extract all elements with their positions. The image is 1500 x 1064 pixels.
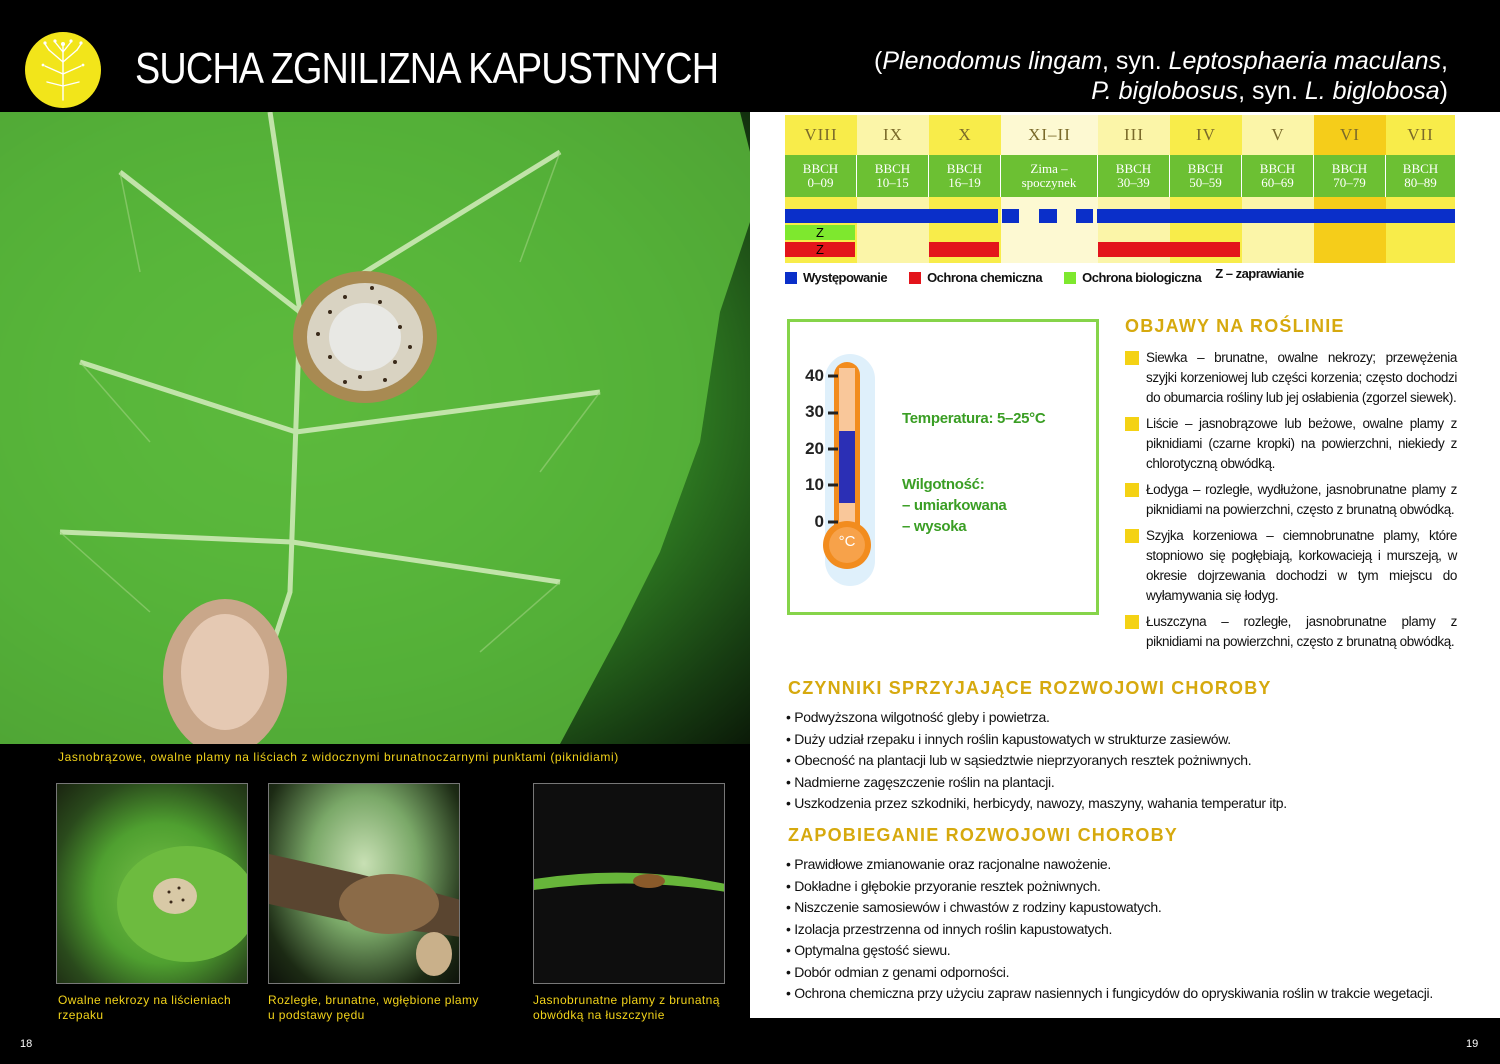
yellow-square-icon	[1125, 529, 1139, 543]
chemical-protection-bar	[929, 242, 999, 257]
main-photo-caption: Jasnobrązowe, owalne plamy na liściach z widocznymi brunatnoczarnymi punktami (piknidiami)	[58, 750, 619, 764]
chemical-seed-treatment-bar: Z	[785, 242, 855, 257]
celsius-label: °C	[838, 533, 856, 550]
yellow-square-icon	[1125, 417, 1139, 431]
bbch-cell: BBCH 50–59	[1170, 155, 1242, 197]
right-page	[750, 112, 1500, 1018]
factors-list	[786, 707, 1486, 815]
yellow-square-icon	[1125, 483, 1139, 497]
rapeseed-plant-icon	[25, 32, 101, 108]
bbch-cell: Zima – spoczynek	[1001, 155, 1098, 197]
humidity-label: Wilgotność: – umiarkowana – wysoka	[902, 476, 1007, 535]
bbch-cell: BBCH 70–79	[1314, 155, 1386, 197]
month-cell: VIII	[785, 115, 857, 155]
leaf-illustration	[0, 112, 750, 744]
list-item: • Nadmierne zagęszczenie roślin na plantacji.	[786, 773, 1055, 790]
bbch-cell: BBCH 0–09	[785, 155, 857, 197]
thumb-caption-silique: Jasnobrunatne plamy z brunatną obwódką na łuszczynie	[533, 993, 720, 1022]
bbch-cell: BBCH 60–69	[1242, 155, 1314, 197]
bbch-cell: BBCH 10–15	[857, 155, 929, 197]
occurrence-bar	[785, 209, 998, 223]
month-cell: VI	[1314, 115, 1386, 155]
list-item: • Duży udział rzepaku i innych roślin kapustowatych w strukturze zasiewów.	[786, 730, 1231, 747]
month-cell: XI–II	[1001, 115, 1098, 155]
legend-swatch	[909, 272, 921, 284]
bbch-cell: BBCH 16–19	[929, 155, 1001, 197]
thumb-cotyledon-photo	[56, 783, 248, 984]
list-item: • Prawidłowe zmianowanie oraz racjonalne nawożenie.	[786, 856, 1112, 872]
symptoms-heading: OBJAWY NA ROŚLINIE	[1125, 316, 1345, 336]
symptom-item: Łuszczyna – rozległe, jasnobrunatne plamy z piknidiami na powierzchni, często z brunatną obwódką.	[1125, 612, 1457, 652]
climate-conditions-box	[787, 319, 1099, 615]
symptom-item: Siewka – brunatne, owalne nekrozy; przewężenia szyjki korzeniowej lub części korzenia; często dochodzi do obumarcia rośliny lub jej osłabienia (zgorzel siewek).	[1125, 348, 1457, 408]
page-title: SUCHA ZGNILIZNA KAPUSTNYCH	[135, 44, 719, 93]
page-number-right: 19	[1466, 1038, 1479, 1050]
occurrence-bar	[1097, 209, 1455, 223]
symptom-item: Liście – jasnobrązowe lub beżowe, owalne plamy z piknidiami (czarne kropki) na powierzchni, niekiedy z chlorotyczną obwódką.	[1125, 414, 1457, 474]
month-cell: V	[1242, 115, 1314, 155]
legend-swatch	[1064, 272, 1076, 284]
prevention-list	[786, 854, 1486, 1005]
occurrence-bar	[1039, 209, 1057, 223]
thumb-stem-base-photo	[268, 783, 460, 984]
legend-swatch	[785, 272, 797, 284]
chemical-protection-bar	[1098, 242, 1240, 257]
prevention-heading: ZAPOBIEGANIE ROZWOJOWI CHOROBY	[788, 825, 1179, 845]
factors-heading: CZYNNIKI SPRZYJAJĄCE ROZWOJOWI CHOROBY	[788, 678, 1272, 698]
symptom-item: Szyjka korzeniowa – ciemnobrunatne plamy, które stopniowo się pogłębiają, korkowacieją i murszeją, w okresie dojrzewania dochodzi w tym miejscu do wyłamywania się łodyg.	[1125, 526, 1457, 606]
rapeseed-logo	[25, 32, 101, 108]
list-item: • Dokładne i głębokie przyoranie resztek pożniwnych.	[786, 877, 1101, 894]
yellow-square-icon	[1125, 615, 1139, 629]
list-item: • Podwyższona wilgotność gleby i powietrza.	[786, 709, 1050, 725]
list-item: • Dobór odmian z genami odporności.	[786, 963, 1010, 980]
temperature-label: Temperatura: 5–25°C	[902, 410, 1046, 427]
month-cell: X	[929, 115, 1001, 155]
occurrence-bar	[1076, 209, 1093, 223]
symptom-item: Łodyga – rozległe, wydłużone, jasnobrunatne plamy z piknidiami na powierzchni, często z brunatną obwódką.	[1125, 480, 1457, 520]
list-item: • Obecność na plantacji lub w sąsiedztwie nieprzyoranych resztek pożniwnych.	[786, 752, 1252, 768]
symptoms-list	[1125, 348, 1457, 658]
header	[0, 0, 1500, 112]
month-cell: VII	[1386, 115, 1455, 155]
month-cell: IV	[1170, 115, 1242, 155]
month-cell: IX	[857, 115, 929, 155]
thumb-caption-cotyledon: Owalne nekrozy na liścieniach rzepaku	[58, 993, 232, 1022]
calendar-legend: Występowanie Ochrona chemiczna Ochrona biologiczna Z – zaprawianie	[785, 270, 1326, 285]
main-leaf-photo	[0, 112, 750, 744]
list-item: • Ochrona chemiczna przy użyciu zapraw nasiennych i fungicydów do opryskiwania roślin w trakcie wegetacji.	[786, 985, 1433, 1001]
list-item: • Optymalna gęstość siewu.	[786, 942, 951, 958]
bbch-cell: BBCH 30–39	[1098, 155, 1170, 197]
calendar-months	[785, 115, 1455, 155]
thumb-silique-photo	[533, 783, 725, 984]
occurrence-bar	[1002, 209, 1019, 223]
list-item: • Uszkodzenia przez szkodniki, herbicydy, nawozy, maszyny, wahania temperatur itp.	[786, 795, 1287, 811]
month-cell: III	[1098, 115, 1170, 155]
bbch-cell: BBCH 80–89	[1386, 155, 1455, 197]
list-item: • Izolacja przestrzenna od innych roślin kapustowatych.	[786, 920, 1113, 937]
thumb-caption-stem-base: Rozległe, brunatne, wgłębione plamy u podstawy pędu	[268, 993, 479, 1022]
latin-names: (Plenodomus lingam, syn. Leptosphaeria maculans, P. biglobosus, syn. L. biglobosa)	[874, 47, 1448, 105]
calendar-bbch	[785, 155, 1455, 197]
page-number-left: 18	[20, 1038, 33, 1050]
thermometer-scale: 40 30 20 10 0	[805, 366, 824, 531]
biological-seed-treatment-bar: Z	[785, 225, 855, 240]
yellow-square-icon	[1125, 351, 1139, 365]
list-item: • Niszczenie samosiewów i chwastów z rodziny kapustowatych.	[786, 899, 1162, 915]
